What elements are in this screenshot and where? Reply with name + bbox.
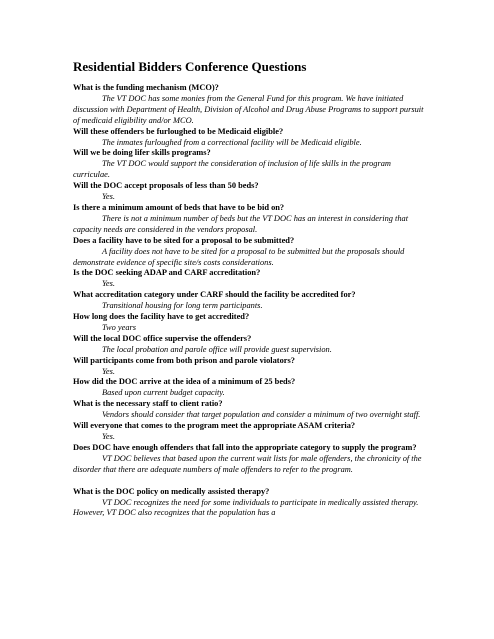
question: What is the necessary staff to client ratio? bbox=[73, 399, 223, 409]
answer: VT DOC recognizes the need for some individuals to participate in medically assisted therapy. However, VT DOC also recognizes that the population has a bbox=[73, 497, 419, 518]
answer: Yes. bbox=[102, 366, 115, 376]
question: Does a facility have to be sited for a proposal to be submitted? bbox=[73, 235, 295, 245]
answer: Yes. bbox=[102, 192, 115, 202]
answer: The VT DOC would support the consideration of inclusion of life skills in the program curriculae. bbox=[73, 159, 391, 180]
question: How long does the facility have to get accredited? bbox=[73, 312, 250, 322]
answer: Yes. bbox=[102, 432, 115, 441]
question: Will these offenders be furloughed to be Medicaid eligible? bbox=[73, 126, 284, 136]
answer: There is not a minimum number of beds but the VT DOC has an interest in considering that capacity needs are considered in the vendors proposal. bbox=[73, 213, 409, 234]
answer: The inmates furloughed from a correctional facility will be Medicaid eligible. bbox=[102, 137, 362, 147]
answer: Transitional housing for long term participants. bbox=[102, 301, 263, 311]
question: Is the DOC seeking ADAP and CARF accreditation? bbox=[73, 268, 261, 278]
question: What accreditation category under CARF should the facility be accredited for? bbox=[73, 290, 356, 300]
document-title: Residential Bidders Conference Questions bbox=[73, 59, 307, 74]
question: Does DOC have enough offenders that fall into the appropriate category to supply the program? bbox=[73, 442, 417, 452]
answer: Yes. bbox=[102, 279, 115, 289]
answer: The local probation and parole office will provide guest supervision. bbox=[102, 344, 332, 354]
answer: A facility does not have to be sited for a proposal to be submitted but the proposals should demonstrate evidence of specific site/s costs considerations. bbox=[73, 246, 405, 267]
answer: Vendors should consider that target population and consider a minimum of two overnight staff. bbox=[102, 410, 421, 420]
question: Will the local DOC office supervise the offenders? bbox=[73, 333, 252, 343]
question: Is there a minimum amount of beds that have to be bid on? bbox=[73, 202, 285, 212]
question: What is the DOC policy on medically assisted therapy? bbox=[73, 486, 270, 496]
question: Will everyone that comes to the program meet the appropriate ASAM criteria? bbox=[73, 421, 356, 431]
answer: Based upon current budget capacity. bbox=[102, 388, 225, 398]
answer: The VT DOC has some monies from the General Fund for this program. We have initiated discussion with Department of Health, Division of Alcohol and Drug Abuse Programs to support pursuit of medicaid eligibility and/or MCO. bbox=[73, 93, 424, 125]
qa-list bbox=[73, 83, 425, 519]
answer: Two years bbox=[102, 322, 137, 332]
question: What is the funding mechanism (MCO)? bbox=[73, 83, 219, 92]
question: Will the DOC accept proposals of less than 50 beds? bbox=[73, 181, 259, 191]
question: Will we be doing lifer skills programs? bbox=[73, 148, 211, 158]
question: Will participants come from both prison and parole violators? bbox=[73, 355, 295, 365]
answer: VT DOC believes that based upon the current wait lists for male offenders, the chronicity of the disorder that there are adequate numbers of male offenders to refer to the program. bbox=[73, 453, 422, 474]
question: How did the DOC arrive at the idea of a minimum of 25 beds? bbox=[73, 377, 296, 387]
